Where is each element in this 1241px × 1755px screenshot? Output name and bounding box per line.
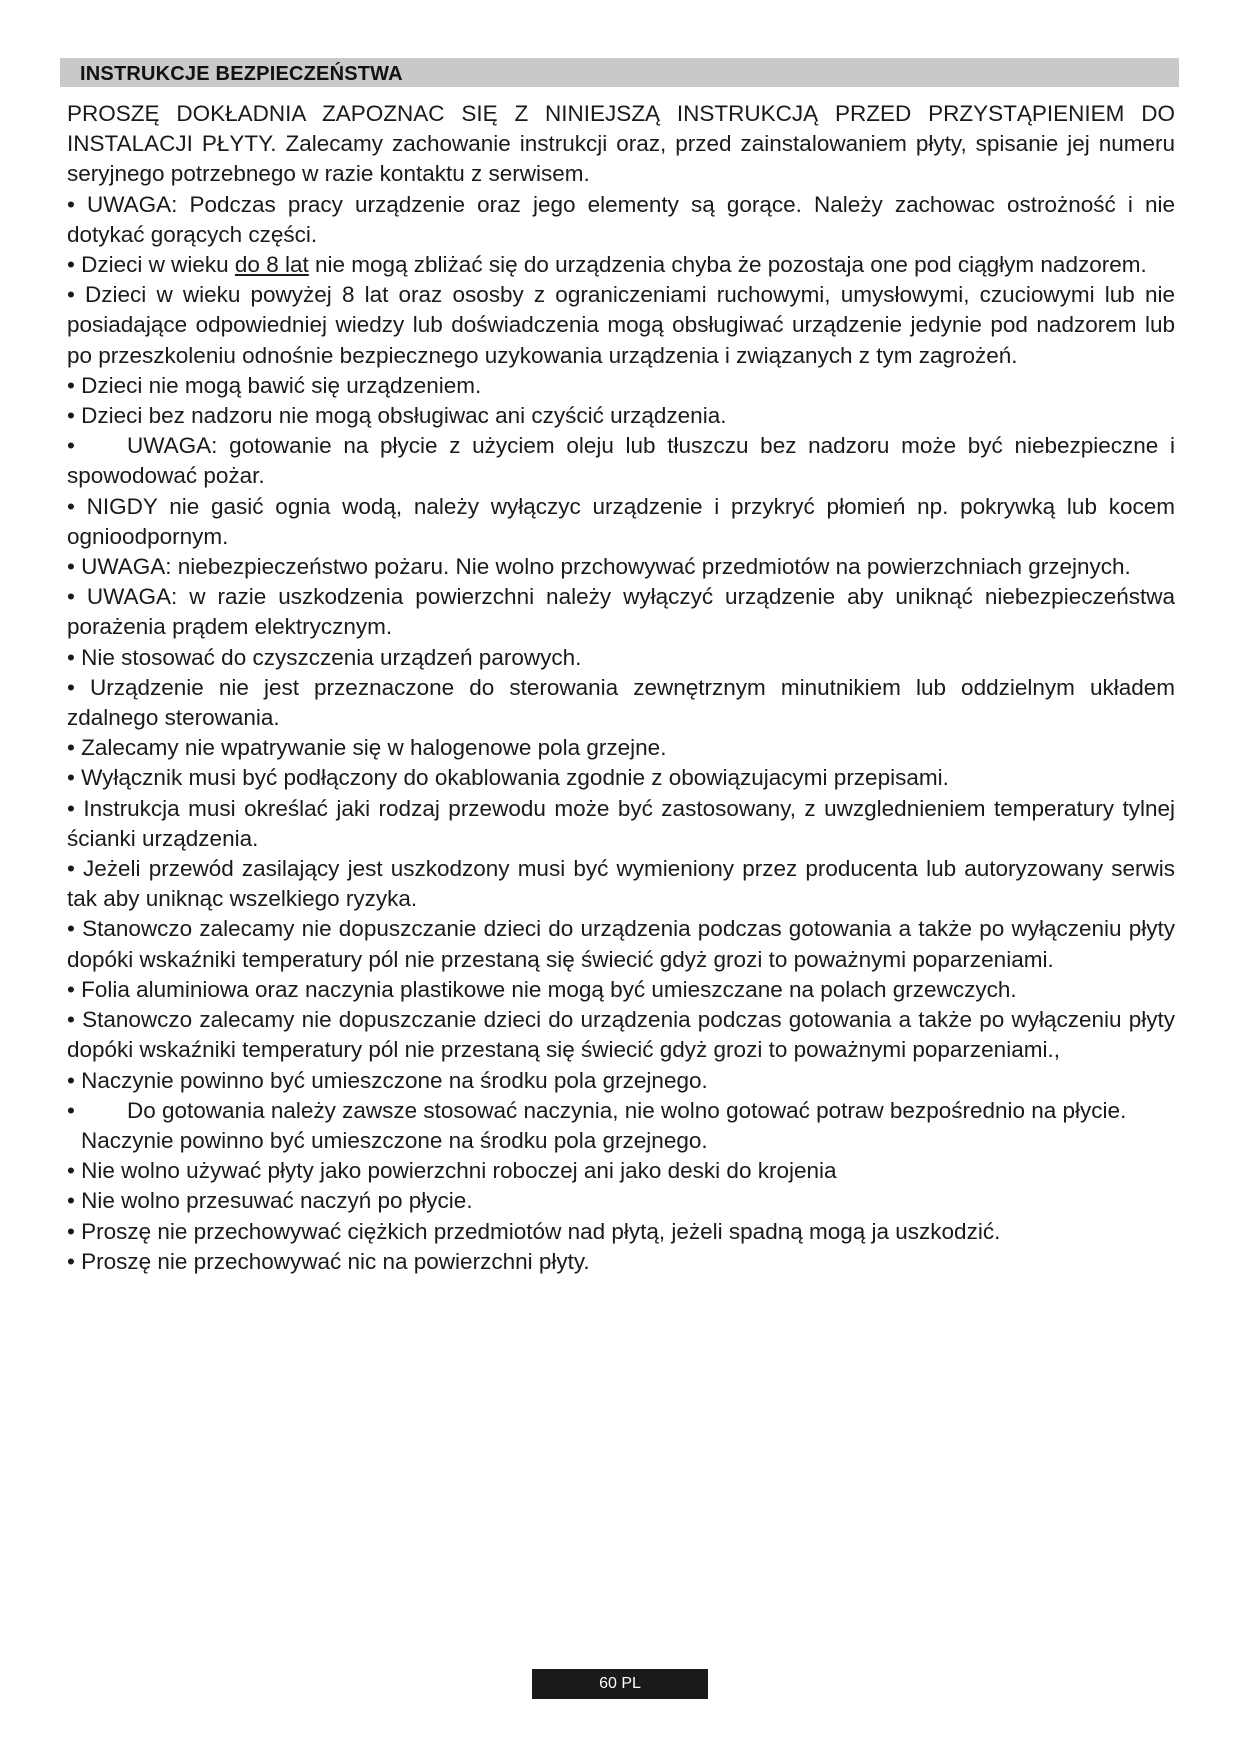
list-item: • Dzieci nie mogą bawić się urządzeniem.: [67, 372, 482, 398]
list-item-text: Do gotowania należy zawsze stosować naczynia, nie wolno gotować potraw bezpośrednio na płycie.: [127, 1097, 1127, 1123]
list-item: • NIGDY nie gasić ognia wodą, należy wyłączyc urządzenie i przykryć płomień np. pokrywką lub kocem ognioodpornym.: [67, 493, 1175, 549]
page-number: 60 PL: [532, 1669, 708, 1699]
intro-paragraph: PROSZĘ DOKŁADNIA ZAPOZNAC SIĘ Z NINIEJSZĄ INSTRUKCJĄ PRZED PRZYSTĄPIENIEM DO INSTALACJI PŁYTY. Zalecamy zachowanie instrukcji oraz, przed zainstalowaniem płyty, spisanie jej numeru seryjnego potrzebnego w razie kontaktu z serwisem.: [67, 101, 1175, 187]
age-underlined: do 8 lat: [234, 252, 309, 278]
list-item: • Dzieci w wieku powyżej 8 lat oraz ososby z ograniczeniami ruchowymi, umysłowymi, czuciowymi lub nie posiadające odpowiedniej wiedzy lub doświadczenia mogą obsługiwać urządzenie jedynie pod nadzorem lub po przeszkoleniu odnośnie bezpiecznego uzykowania urządzenia i związanych z tym zagrożeń.: [67, 282, 1175, 368]
list-item-text: UWAGA: gotowanie na płycie z użyciem oleju lub tłuszczu bez nadzoru może być niebezpieczne i spowodować pożar.: [67, 433, 1175, 489]
list-item: • Proszę nie przechowywać nic na powierzchni płyty.: [67, 1248, 590, 1274]
list-item: • Urządzenie nie jest przeznaczone do sterowania zewnętrznym minutnikiem lub oddzielnym układem zdalnego sterowania.: [67, 674, 1175, 731]
list-item: [67, 1096, 1175, 1126]
list-item: • Proszę nie przechowywać ciężkich przedmiotów nad płytą, jeżeli spadną mogą ja uszkodzić.: [67, 1218, 1001, 1244]
list-item: • Stanowczo zalecamy nie dopuszczanie dzieci do urządzenia podczas gotowania a także po wyłączeniu płyty dopóki wskaźniki temperatury pól nie przestaną się świecić gdyż grozi to poważnymi poparzeniami.: [67, 916, 1175, 972]
list-item: Naczynie powinno być umieszczone na środku pola grzejnego.: [81, 1127, 708, 1153]
list-item-text: nie mogą zbliżać się do urządzenia chyba że pozostaja one pod ciągłym nadzorem.: [308, 252, 1147, 278]
list-item: [67, 250, 1175, 280]
bullet: •: [67, 1097, 75, 1123]
list-item: • Jeżeli przewód zasilający jest uszkodzony musi być wymieniony przez producenta lub autoryzowany serwis tak aby uniknąc wszelkiego ryzyka.: [67, 856, 1175, 912]
list-item: • Nie stosować do czyszczenia urządzeń parowych.: [67, 644, 582, 670]
list-item: • Stanowczo zalecamy nie dopuszczanie dzieci do urządzenia podczas gotowania a także po wyłączeniu płyty dopóki wskaźniki temperatury pól nie przestaną się świecić gdyż grozi to poważnymi poparzeniami.,: [67, 1007, 1175, 1063]
list-item: • UWAGA: Podczas pracy urządzenie oraz jego elementy są gorące. Należy zachowac ostrożność i nie dotykać gorących części.: [67, 191, 1175, 247]
list-item-text: • Dzieci w wieku: [67, 252, 235, 278]
list-item: • Naczynie powinno być umieszczone na środku pola grzejnego.: [67, 1067, 708, 1093]
list-item: • Folia aluminiowa oraz naczynia plastikowe nie mogą być umieszczane na polach grzewczych.: [67, 976, 1017, 1002]
section-heading-bar: [60, 58, 1179, 87]
list-item: • Wyłącznik musi być podłączony do okablowania zgodnie z obowiązujacymi przepisami.: [67, 765, 949, 791]
list-item: • Zalecamy nie wpatrywanie się w halogenowe pola grzejne.: [67, 735, 667, 761]
list-item: • Nie wolno używać płyty jako powierzchni roboczej ani jako deski do krojenia: [67, 1158, 837, 1184]
list-item: • UWAGA: niebezpieczeństwo pożaru. Nie wolno przchowywać przedmiotów na powierzchniach grzejnych.: [67, 554, 1131, 580]
list-item: • Instrukcja musi określać jaki rodzaj przewodu może być zastosowany, z uwzglednieniem temperatury tylnej ścianki urządzenia.: [67, 795, 1175, 851]
list-item: • UWAGA: w razie uszkodzenia powierzchni należy wyłączyć urządzenie aby uniknąć niebezpieczeństwa porażenia prądem elektrycznym.: [67, 584, 1175, 640]
section-heading: INSTRUKCJE BEZPIECZEŃSTWA: [80, 63, 403, 85]
safety-instructions: [67, 99, 1175, 1277]
list-item: [67, 431, 1175, 491]
bullet: •: [67, 433, 75, 459]
list-item: • Dzieci bez nadzoru nie mogą obsługiwac ani czyścić urządzenia.: [67, 403, 727, 429]
list-item: • Nie wolno przesuwać naczyń po płycie.: [67, 1188, 473, 1214]
